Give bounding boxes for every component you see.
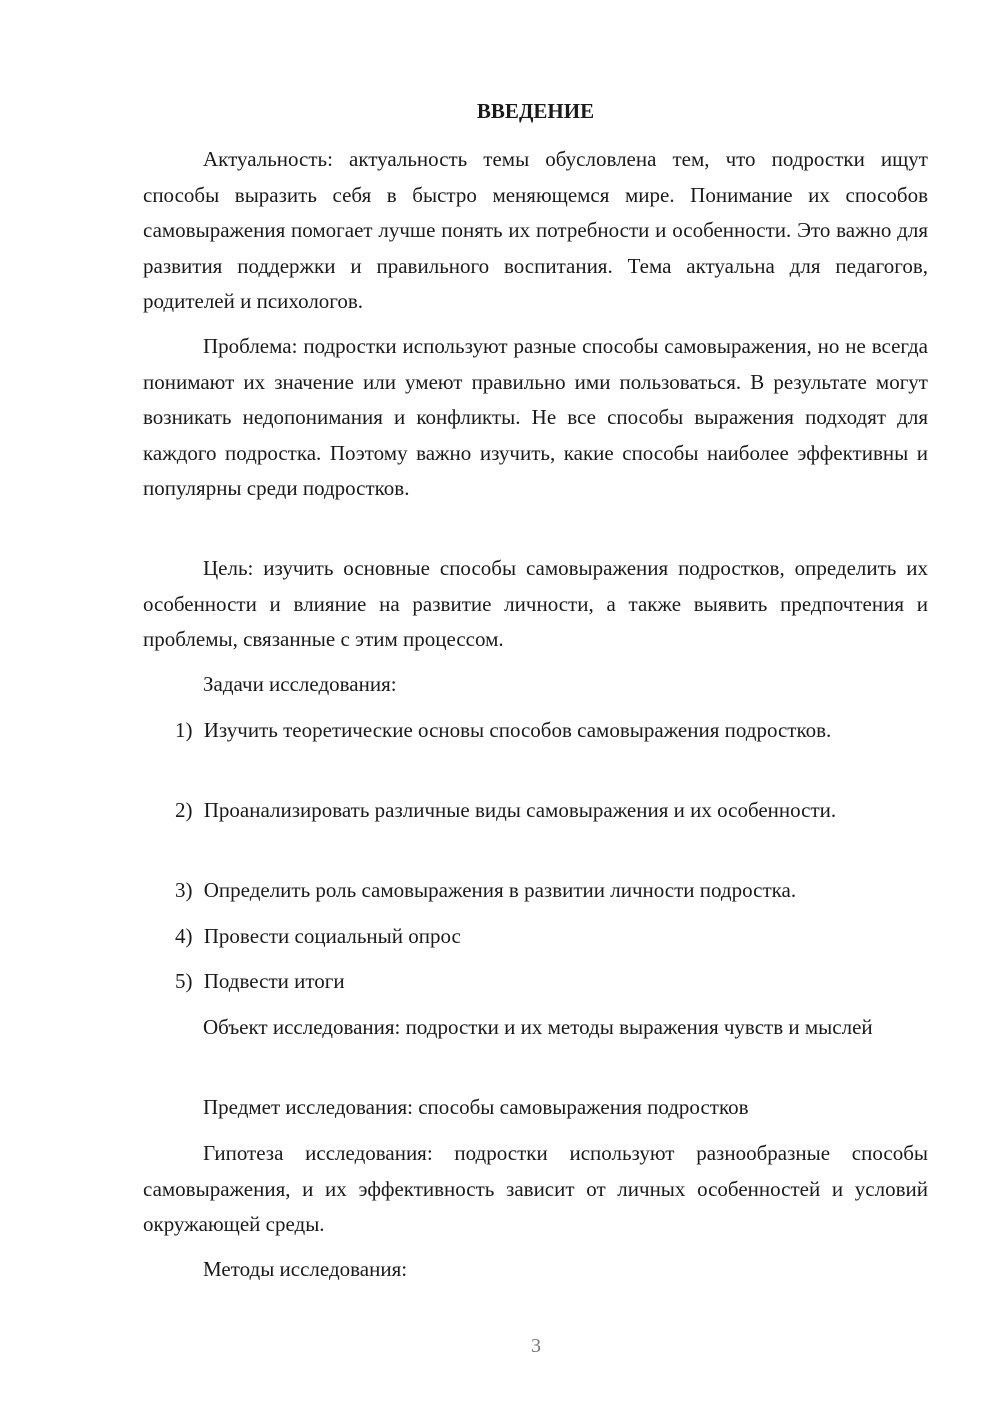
task-number: 3) bbox=[175, 878, 193, 902]
task-number: 4) bbox=[175, 924, 193, 948]
subject-paragraph: Предмет исследования: способы самовыражения подростков bbox=[203, 1095, 749, 1119]
object-paragraph: Объект исследования: подростки и их методы выражения чувств и мыслей bbox=[203, 1015, 873, 1039]
task-text: Изучить теоретические основы способов самовыражения подростков. bbox=[203, 718, 832, 742]
task-number: 5) bbox=[175, 969, 193, 993]
task-item-2 bbox=[143, 793, 928, 829]
task-text: Определить роль самовыражения в развитии личности подростка. bbox=[203, 878, 797, 902]
task-text: Проанализировать различные виды самовыражения и их особенности. bbox=[203, 798, 837, 822]
hypothesis-paragraph: Гипотеза исследования: подростки используют разнообразные способы самовыражения, и их эффективность зависит от личных особенностей и условий окружающей среды. bbox=[143, 1141, 928, 1236]
task-item-1 bbox=[143, 713, 928, 749]
methods-heading: Методы исследования: bbox=[203, 1257, 408, 1281]
problem-paragraph: Проблема: подростки используют разные способы самовыражения, но не всегда понимают их значение или умеют правильно ими пользоваться. В результате могут возникать недопонимания и конфликты. Не все способы выражения подходят для каждого подростка. Поэтому важно изучить, какие способы наиболее эффективны и популярны среди подростков. bbox=[143, 334, 928, 500]
tasks-heading: Задачи исследования: bbox=[203, 672, 397, 696]
task-item-5 bbox=[143, 964, 928, 1000]
task-text: Подвести итоги bbox=[203, 969, 345, 993]
page-title: ВВЕДЕНИЕ bbox=[476, 99, 595, 123]
task-item-4 bbox=[143, 919, 928, 955]
task-number: 1) bbox=[175, 718, 193, 742]
task-item-3 bbox=[143, 873, 928, 909]
relevance-paragraph: Актуальность: актуальность темы обусловлена тем, что подростки ищут способы выразить себя в быстро меняющемся мире. Понимание их способов самовыражения помогает лучше понять их потребности и особенности. Это важно для развития поддержки и правильного воспитания. Тема актуальна для педагогов, родителей и психологов. bbox=[143, 147, 928, 313]
page-number: 3 bbox=[531, 1335, 541, 1357]
goal-paragraph: Цель: изучить основные способы самовыражения подростков, определить их особенности и влияние на развитие личности, а также выявить предпочтения и проблемы, связанные с этим процессом. bbox=[143, 556, 928, 651]
task-text: Провести социальный опрос bbox=[203, 924, 461, 948]
task-number: 2) bbox=[175, 798, 193, 822]
